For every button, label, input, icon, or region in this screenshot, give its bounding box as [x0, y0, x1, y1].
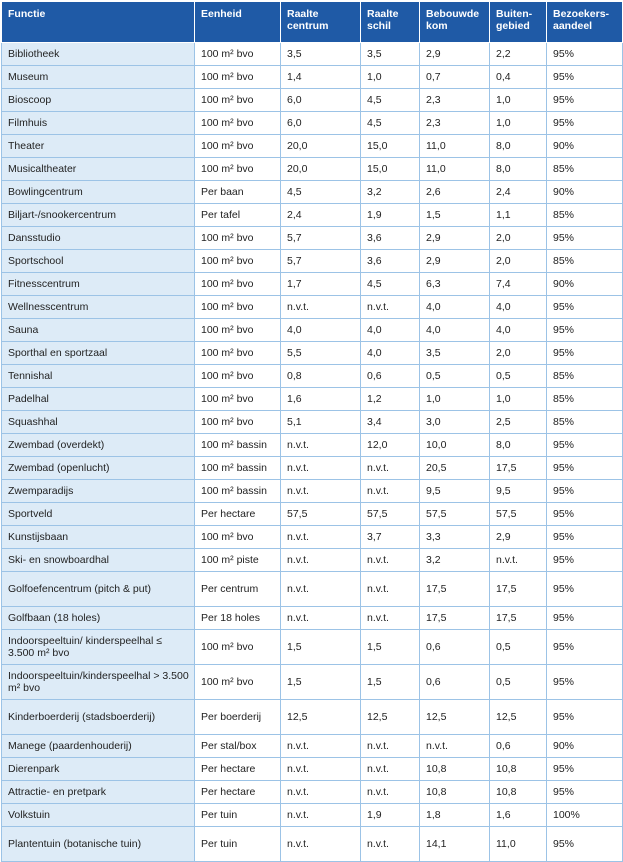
cell-functie: Musicaltheater	[2, 158, 195, 181]
cell-functie: Ski- en snowboardhal	[2, 549, 195, 572]
cell-raalte-centrum: 2,4	[281, 204, 361, 227]
cell-buitengebied: 9,5	[490, 480, 547, 503]
cell-buitengebied: 2,9	[490, 526, 547, 549]
cell-buitengebied: 0,5	[490, 630, 547, 665]
cell-bezoekersaandeel: 95%	[547, 227, 623, 250]
cell-raalte-schil: n.v.t.	[361, 758, 420, 781]
cell-raalte-centrum: 20,0	[281, 158, 361, 181]
cell-bebouwde-kom: 4,0	[420, 296, 490, 319]
cell-bezoekersaandeel: 85%	[547, 250, 623, 273]
cell-raalte-schil: 15,0	[361, 158, 420, 181]
cell-bebouwde-kom: 1,5	[420, 204, 490, 227]
cell-eenheid: Per stal/box	[195, 735, 281, 758]
cell-bebouwde-kom: 57,5	[420, 503, 490, 526]
table-row	[2, 700, 623, 735]
cell-functie: Sportveld	[2, 503, 195, 526]
cell-bezoekersaandeel: 95%	[547, 457, 623, 480]
cell-functie: Filmhuis	[2, 112, 195, 135]
cell-bezoekersaandeel: 95%	[547, 43, 623, 66]
cell-eenheid: 100 m² bvo	[195, 135, 281, 158]
cell-raalte-schil: 3,7	[361, 526, 420, 549]
header-buitengebied: Buiten- gebied	[490, 2, 547, 43]
cell-bezoekersaandeel: 90%	[547, 181, 623, 204]
cell-functie: Plantentuin (botanische tuin)	[2, 827, 195, 862]
cell-buitengebied: 8,0	[490, 158, 547, 181]
table-row	[2, 181, 623, 204]
cell-buitengebied: 4,0	[490, 296, 547, 319]
cell-raalte-centrum: 3,5	[281, 43, 361, 66]
cell-eenheid: 100 m² bvo	[195, 227, 281, 250]
cell-raalte-schil: 3,5	[361, 43, 420, 66]
cell-raalte-schil: 1,2	[361, 388, 420, 411]
cell-buitengebied: 57,5	[490, 503, 547, 526]
table-row	[2, 665, 623, 700]
cell-bebouwde-kom: 4,0	[420, 319, 490, 342]
cell-functie: Biljart-/snookercentrum	[2, 204, 195, 227]
cell-functie: Wellnesscentrum	[2, 296, 195, 319]
cell-buitengebied: 11,0	[490, 827, 547, 862]
cell-buitengebied: 1,6	[490, 804, 547, 827]
cell-eenheid: 100 m² piste	[195, 549, 281, 572]
cell-eenheid: 100 m² bvo	[195, 630, 281, 665]
cell-raalte-centrum: 4,5	[281, 181, 361, 204]
parking-norms-table-container	[1, 1, 622, 850]
table-row	[2, 319, 623, 342]
table-row	[2, 158, 623, 181]
table-row	[2, 434, 623, 457]
table-row	[2, 549, 623, 572]
cell-eenheid: 100 m² bvo	[195, 273, 281, 296]
cell-raalte-centrum: n.v.t.	[281, 434, 361, 457]
cell-eenheid: 100 m² bvo	[195, 158, 281, 181]
cell-bezoekersaandeel: 95%	[547, 549, 623, 572]
cell-bebouwde-kom: 2,9	[420, 227, 490, 250]
cell-functie: Theater	[2, 135, 195, 158]
cell-functie: Zwembad (openlucht)	[2, 457, 195, 480]
header-functie: Functie	[2, 2, 195, 43]
cell-raalte-centrum: 5,1	[281, 411, 361, 434]
cell-buitengebied: 17,5	[490, 607, 547, 630]
table-row	[2, 758, 623, 781]
cell-bebouwde-kom: 0,6	[420, 630, 490, 665]
cell-functie: Manege (paardenhouderij)	[2, 735, 195, 758]
cell-bebouwde-kom: 0,6	[420, 665, 490, 700]
cell-raalte-schil: 3,4	[361, 411, 420, 434]
cell-buitengebied: 1,0	[490, 388, 547, 411]
cell-functie: Sporthal en sportzaal	[2, 342, 195, 365]
cell-eenheid: 100 m² bvo	[195, 319, 281, 342]
cell-raalte-centrum: n.v.t.	[281, 296, 361, 319]
cell-raalte-schil: 1,9	[361, 204, 420, 227]
cell-raalte-schil: n.v.t.	[361, 607, 420, 630]
cell-bezoekersaandeel: 95%	[547, 758, 623, 781]
cell-eenheid: 100 m² bvo	[195, 526, 281, 549]
table-row	[2, 273, 623, 296]
cell-raalte-schil: 3,6	[361, 250, 420, 273]
cell-eenheid: Per hectare	[195, 781, 281, 804]
cell-functie: Sportschool	[2, 250, 195, 273]
cell-raalte-schil: 4,0	[361, 342, 420, 365]
table-row	[2, 66, 623, 89]
cell-functie: Bibliotheek	[2, 43, 195, 66]
cell-raalte-schil: n.v.t.	[361, 457, 420, 480]
cell-bebouwde-kom: 3,2	[420, 549, 490, 572]
cell-functie: Squashhal	[2, 411, 195, 434]
cell-raalte-centrum: 0,8	[281, 365, 361, 388]
cell-buitengebied: 0,5	[490, 365, 547, 388]
table-row	[2, 607, 623, 630]
cell-eenheid: 100 m² bvo	[195, 66, 281, 89]
cell-eenheid: Per 18 holes	[195, 607, 281, 630]
cell-raalte-centrum: 1,5	[281, 665, 361, 700]
cell-functie: Kinderboerderij (stadsboerderij)	[2, 700, 195, 735]
cell-bezoekersaandeel: 95%	[547, 480, 623, 503]
cell-buitengebied: n.v.t.	[490, 549, 547, 572]
cell-raalte-centrum: n.v.t.	[281, 735, 361, 758]
cell-buitengebied: 8,0	[490, 135, 547, 158]
header-bebouwde-kom: Bebouwde kom	[420, 2, 490, 43]
cell-bezoekersaandeel: 95%	[547, 607, 623, 630]
table-row	[2, 457, 623, 480]
table-row	[2, 250, 623, 273]
cell-buitengebied: 0,4	[490, 66, 547, 89]
cell-eenheid: 100 m² bvo	[195, 43, 281, 66]
cell-bezoekersaandeel: 95%	[547, 630, 623, 665]
cell-bebouwde-kom: 14,1	[420, 827, 490, 862]
cell-bebouwde-kom: 17,5	[420, 607, 490, 630]
cell-buitengebied: 1,1	[490, 204, 547, 227]
table-row	[2, 630, 623, 665]
cell-bebouwde-kom: 1,8	[420, 804, 490, 827]
cell-eenheid: Per baan	[195, 181, 281, 204]
cell-buitengebied: 7,4	[490, 273, 547, 296]
cell-bebouwde-kom: 11,0	[420, 135, 490, 158]
cell-functie: Volkstuin	[2, 804, 195, 827]
cell-buitengebied: 2,4	[490, 181, 547, 204]
cell-raalte-centrum: n.v.t.	[281, 781, 361, 804]
cell-raalte-schil: n.v.t.	[361, 827, 420, 862]
cell-bebouwde-kom: n.v.t.	[420, 735, 490, 758]
cell-raalte-centrum: 5,5	[281, 342, 361, 365]
cell-raalte-schil: 3,6	[361, 227, 420, 250]
cell-functie: Kunstijsbaan	[2, 526, 195, 549]
cell-functie: Indoorspeeltuin/ kinderspeelhal ≤ 3.500 m² bvo	[2, 630, 195, 665]
cell-raalte-centrum: n.v.t.	[281, 549, 361, 572]
cell-eenheid: 100 m² bvo	[195, 665, 281, 700]
cell-raalte-centrum: 57,5	[281, 503, 361, 526]
cell-raalte-schil: 57,5	[361, 503, 420, 526]
cell-raalte-centrum: n.v.t.	[281, 607, 361, 630]
cell-buitengebied: 2,0	[490, 250, 547, 273]
cell-raalte-schil: n.v.t.	[361, 735, 420, 758]
table-row	[2, 296, 623, 319]
cell-bebouwde-kom: 2,3	[420, 89, 490, 112]
cell-raalte-schil: 1,0	[361, 66, 420, 89]
cell-functie: Golfbaan (18 holes)	[2, 607, 195, 630]
cell-buitengebied: 4,0	[490, 319, 547, 342]
cell-functie: Fitnesscentrum	[2, 273, 195, 296]
cell-bezoekersaandeel: 85%	[547, 158, 623, 181]
cell-eenheid: 100 m² bassin	[195, 434, 281, 457]
cell-raalte-centrum: 1,5	[281, 630, 361, 665]
cell-eenheid: 100 m² bvo	[195, 411, 281, 434]
cell-bebouwde-kom: 10,8	[420, 758, 490, 781]
cell-raalte-centrum: n.v.t.	[281, 804, 361, 827]
cell-buitengebied: 0,5	[490, 665, 547, 700]
cell-bebouwde-kom: 17,5	[420, 572, 490, 607]
table-row	[2, 388, 623, 411]
cell-eenheid: Per hectare	[195, 758, 281, 781]
cell-bebouwde-kom: 20,5	[420, 457, 490, 480]
table-row	[2, 89, 623, 112]
cell-eenheid: 100 m² bvo	[195, 112, 281, 135]
cell-functie: Dierenpark	[2, 758, 195, 781]
cell-raalte-schil: 1,5	[361, 665, 420, 700]
table-row	[2, 480, 623, 503]
cell-functie: Indoorspeeltuin/kinderspeelhal > 3.500 m² bvo	[2, 665, 195, 700]
header-raalte-schil: Raalte schil	[361, 2, 420, 43]
cell-bezoekersaandeel: 95%	[547, 319, 623, 342]
cell-bezoekersaandeel: 95%	[547, 89, 623, 112]
cell-eenheid: Per tuin	[195, 804, 281, 827]
cell-bebouwde-kom: 0,5	[420, 365, 490, 388]
table-row	[2, 572, 623, 607]
cell-bezoekersaandeel: 90%	[547, 273, 623, 296]
cell-buitengebied: 0,6	[490, 735, 547, 758]
cell-raalte-centrum: 1,7	[281, 273, 361, 296]
cell-raalte-centrum: 20,0	[281, 135, 361, 158]
cell-functie: Dansstudio	[2, 227, 195, 250]
table-row	[2, 43, 623, 66]
cell-bebouwde-kom: 2,9	[420, 43, 490, 66]
cell-bezoekersaandeel: 95%	[547, 526, 623, 549]
cell-functie: Attractie- en pretpark	[2, 781, 195, 804]
table-row	[2, 135, 623, 158]
cell-raalte-schil: 15,0	[361, 135, 420, 158]
header-raalte-centrum: Raalte centrum	[281, 2, 361, 43]
cell-eenheid: 100 m² bassin	[195, 457, 281, 480]
table-row	[2, 342, 623, 365]
cell-bebouwde-kom: 2,9	[420, 250, 490, 273]
cell-bebouwde-kom: 9,5	[420, 480, 490, 503]
table-row	[2, 827, 623, 862]
cell-raalte-centrum: n.v.t.	[281, 572, 361, 607]
table-row	[2, 804, 623, 827]
cell-buitengebied: 1,0	[490, 112, 547, 135]
cell-raalte-schil: 4,0	[361, 319, 420, 342]
cell-bezoekersaandeel: 85%	[547, 204, 623, 227]
cell-bezoekersaandeel: 100%	[547, 804, 623, 827]
cell-functie: Tennishal	[2, 365, 195, 388]
cell-functie: Golfoefencentrum (pitch & put)	[2, 572, 195, 607]
cell-bezoekersaandeel: 95%	[547, 342, 623, 365]
table-row	[2, 411, 623, 434]
cell-raalte-schil: 0,6	[361, 365, 420, 388]
cell-raalte-centrum: 6,0	[281, 89, 361, 112]
cell-buitengebied: 17,5	[490, 457, 547, 480]
cell-bebouwde-kom: 3,0	[420, 411, 490, 434]
cell-bebouwde-kom: 6,3	[420, 273, 490, 296]
cell-buitengebied: 12,5	[490, 700, 547, 735]
cell-raalte-centrum: n.v.t.	[281, 526, 361, 549]
cell-bezoekersaandeel: 95%	[547, 700, 623, 735]
cell-raalte-schil: 4,5	[361, 89, 420, 112]
cell-eenheid: 100 m² bvo	[195, 342, 281, 365]
cell-bezoekersaandeel: 95%	[547, 434, 623, 457]
cell-buitengebied: 8,0	[490, 434, 547, 457]
table-row	[2, 365, 623, 388]
cell-bezoekersaandeel: 90%	[547, 735, 623, 758]
cell-raalte-centrum: 6,0	[281, 112, 361, 135]
cell-functie: Zwemparadijs	[2, 480, 195, 503]
cell-raalte-schil: n.v.t.	[361, 480, 420, 503]
cell-bezoekersaandeel: 90%	[547, 135, 623, 158]
cell-raalte-centrum: 1,4	[281, 66, 361, 89]
cell-raalte-centrum: 4,0	[281, 319, 361, 342]
cell-bebouwde-kom: 12,5	[420, 700, 490, 735]
cell-functie: Padelhal	[2, 388, 195, 411]
cell-bezoekersaandeel: 95%	[547, 503, 623, 526]
table-row	[2, 526, 623, 549]
cell-bezoekersaandeel: 85%	[547, 411, 623, 434]
cell-functie: Bowlingcentrum	[2, 181, 195, 204]
table-row	[2, 781, 623, 804]
cell-functie: Sauna	[2, 319, 195, 342]
cell-bezoekersaandeel: 85%	[547, 365, 623, 388]
cell-bezoekersaandeel: 95%	[547, 112, 623, 135]
cell-raalte-schil: 12,5	[361, 700, 420, 735]
cell-raalte-schil: 4,5	[361, 112, 420, 135]
cell-raalte-schil: 12,0	[361, 434, 420, 457]
table-row	[2, 735, 623, 758]
cell-bebouwde-kom: 11,0	[420, 158, 490, 181]
cell-bebouwde-kom: 10,8	[420, 781, 490, 804]
cell-eenheid: 100 m² bvo	[195, 250, 281, 273]
cell-functie: Bioscoop	[2, 89, 195, 112]
cell-raalte-schil: n.v.t.	[361, 549, 420, 572]
table-row	[2, 112, 623, 135]
cell-bezoekersaandeel: 95%	[547, 827, 623, 862]
cell-eenheid: 100 m² bvo	[195, 89, 281, 112]
cell-eenheid: Per centrum	[195, 572, 281, 607]
cell-raalte-schil: n.v.t.	[361, 781, 420, 804]
cell-bezoekersaandeel: 95%	[547, 781, 623, 804]
cell-eenheid: Per hectare	[195, 503, 281, 526]
table-row	[2, 227, 623, 250]
header-bezoekersaandeel: Bezoekers- aandeel	[547, 2, 623, 43]
cell-bezoekersaandeel: 95%	[547, 665, 623, 700]
cell-bebouwde-kom: 0,7	[420, 66, 490, 89]
parking-norms-table	[1, 1, 623, 862]
cell-bezoekersaandeel: 85%	[547, 388, 623, 411]
table-row	[2, 204, 623, 227]
cell-buitengebied: 2,0	[490, 342, 547, 365]
cell-raalte-schil: 1,5	[361, 630, 420, 665]
cell-raalte-schil: 3,2	[361, 181, 420, 204]
cell-raalte-centrum: n.v.t.	[281, 480, 361, 503]
cell-eenheid: Per tafel	[195, 204, 281, 227]
cell-bebouwde-kom: 1,0	[420, 388, 490, 411]
cell-bezoekersaandeel: 95%	[547, 296, 623, 319]
cell-functie: Zwembad (overdekt)	[2, 434, 195, 457]
table-row	[2, 503, 623, 526]
cell-eenheid: 100 m² bvo	[195, 365, 281, 388]
cell-buitengebied: 2,5	[490, 411, 547, 434]
cell-raalte-centrum: 5,7	[281, 250, 361, 273]
cell-eenheid: Per boerderij	[195, 700, 281, 735]
cell-buitengebied: 2,2	[490, 43, 547, 66]
cell-raalte-centrum: n.v.t.	[281, 758, 361, 781]
cell-bebouwde-kom: 2,3	[420, 112, 490, 135]
cell-bebouwde-kom: 3,5	[420, 342, 490, 365]
cell-buitengebied: 10,8	[490, 781, 547, 804]
cell-raalte-centrum: 1,6	[281, 388, 361, 411]
cell-buitengebied: 1,0	[490, 89, 547, 112]
cell-raalte-centrum: 5,7	[281, 227, 361, 250]
cell-raalte-centrum: n.v.t.	[281, 827, 361, 862]
cell-bezoekersaandeel: 95%	[547, 66, 623, 89]
cell-bebouwde-kom: 10,0	[420, 434, 490, 457]
cell-raalte-centrum: n.v.t.	[281, 457, 361, 480]
cell-bebouwde-kom: 2,6	[420, 181, 490, 204]
header-eenheid: Eenheid	[195, 2, 281, 43]
cell-buitengebied: 10,8	[490, 758, 547, 781]
cell-buitengebied: 2,0	[490, 227, 547, 250]
cell-raalte-schil: 1,9	[361, 804, 420, 827]
cell-bezoekersaandeel: 95%	[547, 572, 623, 607]
cell-raalte-schil: n.v.t.	[361, 572, 420, 607]
header-row	[2, 2, 623, 43]
cell-raalte-centrum: 12,5	[281, 700, 361, 735]
cell-bebouwde-kom: 3,3	[420, 526, 490, 549]
cell-eenheid: 100 m² bvo	[195, 296, 281, 319]
cell-eenheid: 100 m² bassin	[195, 480, 281, 503]
cell-functie: Museum	[2, 66, 195, 89]
cell-raalte-schil: 4,5	[361, 273, 420, 296]
cell-buitengebied: 17,5	[490, 572, 547, 607]
cell-eenheid: 100 m² bvo	[195, 388, 281, 411]
cell-raalte-schil: n.v.t.	[361, 296, 420, 319]
cell-eenheid: Per tuin	[195, 827, 281, 862]
